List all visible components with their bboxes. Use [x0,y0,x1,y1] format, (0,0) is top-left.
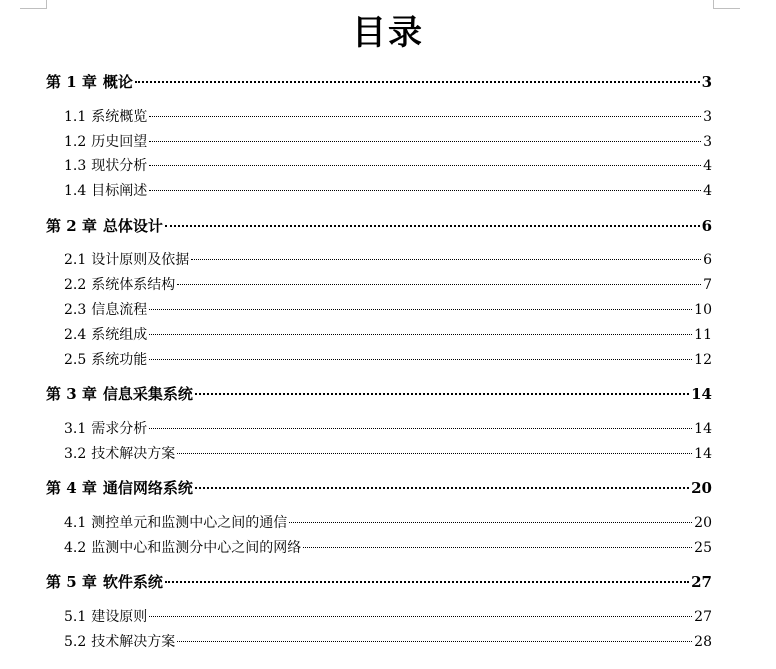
toc-entry-label: 现状分析 [91,158,148,174]
toc-entry-number: 5.2 [64,634,87,650]
toc-section-entry[interactable] [64,349,712,371]
toc-entry-page-number: 14 [694,421,712,437]
toc-entry-label: 系统体系结构 [91,277,176,293]
toc-entry-page-number: 6 [701,217,712,235]
toc-entry-page-number: 6 [703,252,712,268]
toc-entry-page-number: 14 [694,446,712,462]
toc-section-entry[interactable] [64,249,712,271]
toc-entry-number: 4.2 [64,540,87,556]
toc-entry-label: 设计原则及依据 [91,252,190,268]
toc-section-entry[interactable] [64,537,712,559]
toc-entry-page-number: 27 [694,609,712,625]
toc-entry-page-number: 3 [703,134,712,150]
toc-entry-page-number: 7 [703,277,712,293]
toc-entry-number: 2.5 [64,352,87,368]
dot-leader [191,259,701,260]
dot-leader [149,165,701,166]
dot-leader [177,284,701,285]
toc-entry-page-number: 3 [703,109,712,125]
toc-entry-page-number: 4 [703,158,712,174]
dot-leader [149,334,692,335]
toc-entry-page-number: 27 [691,573,712,591]
toc-entry-number: 3.2 [64,446,87,462]
toc-section-entry[interactable] [64,512,712,534]
dot-leader [177,641,692,642]
toc-entry-label: 系统组成 [91,327,148,343]
toc-section-entry[interactable] [64,274,712,296]
toc-chapter-entry[interactable] [46,383,712,405]
toc-entry-page-number: 20 [691,479,712,497]
toc-entry-number: 1.1 [64,109,87,125]
toc-entry-number: 2.4 [64,327,87,343]
toc-entry-page-number: 28 [694,634,712,650]
dot-leader [195,487,689,489]
toc-entry-label: 测控单元和监测中心之间的通信 [91,515,288,531]
toc-section-entry[interactable] [64,155,712,177]
toc-entry-label: 技术解决方案 [91,634,176,650]
toc-entry-page-number: 12 [694,352,712,368]
toc-entry-label: 技术解决方案 [91,446,176,462]
toc-entry-label: 建设原则 [91,609,148,625]
toc-entry-page-number: 10 [694,302,712,318]
toc-entry-number: 3.1 [64,421,87,437]
toc-entry-label: 信息采集系统 [102,385,193,403]
toc-entry-number: 2.3 [64,302,87,318]
toc-section-entry[interactable] [64,299,712,321]
toc-section-entry[interactable] [64,606,712,628]
dot-leader [149,309,692,310]
toc-entry-page-number: 3 [701,73,712,91]
page-title: 目录 [352,13,424,53]
toc-entry-label: 监测中心和监测分中心之间的网络 [91,540,302,556]
dot-leader [149,141,701,142]
toc-entry-number: 第 4 章 [46,479,97,497]
toc-section-entry[interactable] [64,443,712,465]
toc-chapter-entry[interactable] [46,215,712,237]
toc-entry-number: 第 1 章 [46,73,97,91]
page-corner-mark-right [713,0,740,9]
toc-entry-label: 软件系统 [102,573,163,591]
toc-section-entry[interactable] [64,324,712,346]
toc-entry-label: 系统功能 [91,352,148,368]
dot-leader [149,359,692,360]
toc-entry-number: 2.2 [64,277,87,293]
dot-leader [149,428,692,429]
toc-entry-label: 总体设计 [102,217,163,235]
toc-entry-number: 第 5 章 [46,573,97,591]
toc-entry-label: 目标阐述 [91,183,148,199]
toc-chapter-entry[interactable] [46,71,712,93]
toc-entry-label: 历史回望 [91,134,148,150]
toc-entry-number: 第 2 章 [46,217,97,235]
toc-entry-page-number: 14 [691,385,712,403]
toc-section-entry[interactable] [64,180,712,202]
dot-leader [135,81,700,83]
toc-entry-number: 4.1 [64,515,87,531]
toc-chapter-entry[interactable] [46,477,712,499]
dot-leader [149,116,701,117]
toc-entry-page-number: 20 [694,515,712,531]
dot-leader [289,522,692,523]
toc-entry-label: 需求分析 [91,421,148,437]
toc-entry-number: 5.1 [64,609,87,625]
dot-leader [165,225,700,227]
page-corner-mark-left [20,0,47,9]
toc-entry-label: 系统概览 [91,109,148,125]
toc-section-entry[interactable] [64,106,712,128]
dot-leader [303,547,692,548]
dot-leader [165,581,689,583]
toc-entry-label: 通信网络系统 [102,479,193,497]
toc-section-entry[interactable] [64,631,712,653]
toc-entry-label: 概论 [102,73,133,91]
toc-entry-number: 1.4 [64,183,87,199]
toc-section-entry[interactable] [64,418,712,440]
toc-entry-page-number: 25 [694,540,712,556]
toc-entry-label: 信息流程 [91,302,148,318]
toc-entry-page-number: 11 [694,327,712,343]
toc-entry-number: 1.3 [64,158,87,174]
toc-entry-number: 2.1 [64,252,87,268]
toc-entry-page-number: 4 [703,183,712,199]
toc-chapter-entry[interactable] [46,571,712,593]
toc-section-entry[interactable] [64,131,712,153]
toc-entry-number: 第 3 章 [46,385,97,403]
dot-leader [149,616,692,617]
dot-leader [177,453,692,454]
dot-leader [195,393,689,395]
dot-leader [149,190,701,191]
toc-entry-number: 1.2 [64,134,87,150]
